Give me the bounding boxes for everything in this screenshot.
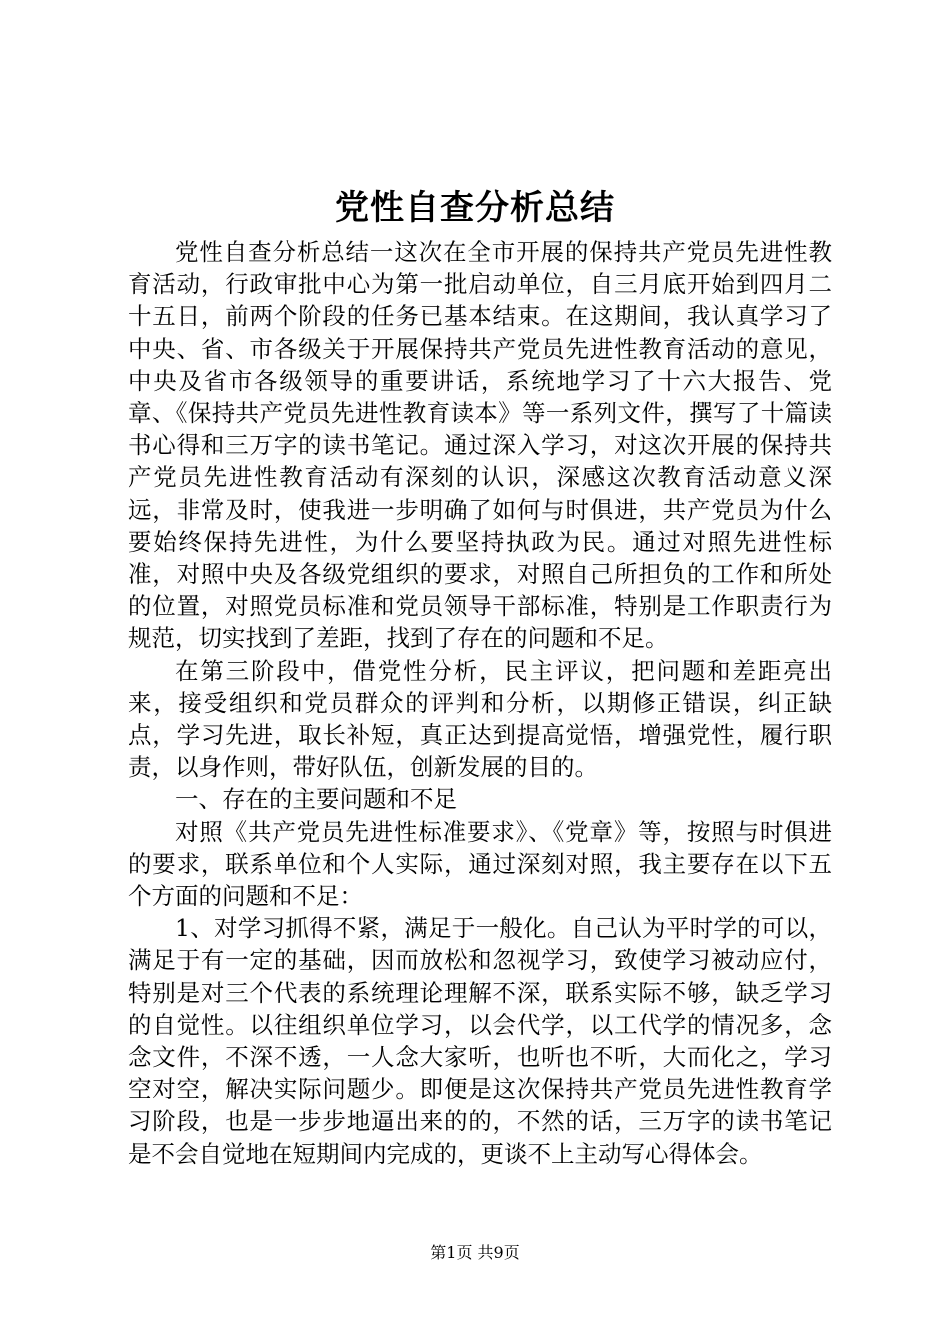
document-title: 党性自查分析总结: [335, 188, 615, 228]
paragraph-third-stage: 在第三阶段中，借党性分析，民主评议，把问题和差距亮出来，接受组织和党员群众的评判和分析，以期修正错误，纠正缺点，学习先进，取长补短，真正达到提高觉悟，增强党性，履行职责，以身作则，带好队伍，创新发展的目的。: [128, 656, 832, 782]
paragraph-comparison: 对照《共产党员先进性标准要求》、《党章》等，按照与时俱进的要求，联系单位和个人实际，通过深刻对照，我主要存在以下五个方面的问题和不足：: [128, 817, 832, 911]
document-body: [128, 236, 832, 1170]
paragraph-intro: 党性自查分析总结一这次在全市开展的保持共产党员先进性教育活动，行政审批中心为第一批启动单位，自三月底开始到四月二十五日，前两个阶段的任务已基本结束。在这期间，我认真学习了中央、省、市各级关于开展保持共产党员先进性教育活动的意见，中央及省市各级领导的重要讲话，系统地学习了十六大报告、党章、《保持共产党员先进性教育读本》等一系列文件，撰写了十篇读书心得和三万字的读书笔记。通过深入学习，对这次开展的保持共产党员先进性教育活动有深刻的认识，深感这次教育活动意义深远，非常及时，使我进一步明确了如何与时俱进，共产党员为什么要始终保持先进性，为什么要坚持执政为民。通过对照先进性标准，对照中央及各级党组织的要求，对照自己所担负的工作和所处的位置，对照党员标准和党员领导干部标准，特别是工作职责行为规范，切实找到了差距，找到了存在的问题和不足。: [128, 238, 832, 653]
section-heading-problems: 一、存在的主要问题和不足: [175, 785, 457, 814]
paragraph-item-1: 1、对学习抓得不紧，满足于一般化。自己认为平时学的可以，满足于有一定的基础，因而放松和忽视学习，致使学习被动应付，特别是对三个代表的系统理论理解不深，联系实际不够，缺乏学习的自觉性。以往组织单位学习，以会代学，以工代学的情况多，念念文件，不深不透，一人念大家听，也听也不听，大而化之，学习空对空，解决实际问题少。即便是这次保持共产党员先进性教育学习阶段，也是一步步地逼出来的的，不然的话，三万字的读书笔记是不会自觉地在短期间内完成的，更谈不上主动写心得体会。: [128, 914, 832, 1168]
page-footer: 第1页 共9页: [430, 1243, 520, 1262]
